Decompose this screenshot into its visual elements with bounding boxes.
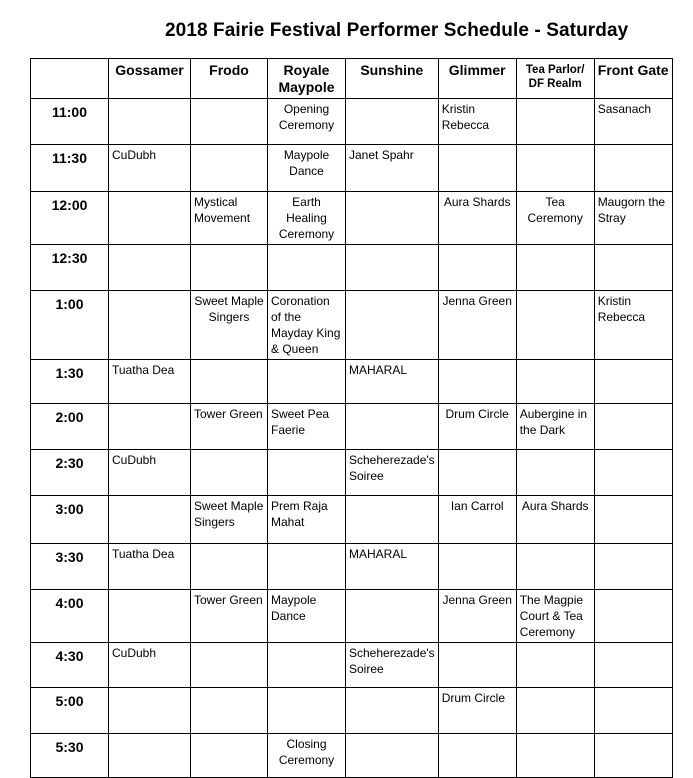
schedule-cell: Coronation of the Mayday King & Queen [268,291,346,360]
time-cell: 1:00 [31,291,109,360]
stage-header: Front Gate [594,59,672,99]
schedule-cell: Drum Circle [438,688,516,734]
time-cell: 4:00 [31,590,109,643]
schedule-cell: MAHARAL [346,544,439,590]
schedule-cell: Sweet Maple Singers [191,291,268,360]
schedule-cell: Sweet Pea Faerie [268,404,346,450]
schedule-cell [438,544,516,590]
schedule-cell: The Magpie Court & Tea Ceremony [516,590,594,643]
table-row [31,192,673,245]
time-cell: 11:30 [31,145,109,192]
schedule-cell [346,245,439,291]
schedule-cell: CuDubh [109,145,191,192]
time-cell: 2:00 [31,404,109,450]
schedule-cell [438,245,516,291]
schedule-cell [346,192,439,245]
table-row [31,291,673,360]
schedule-cell: Closing Ceremony [268,734,346,778]
schedule-cell [109,688,191,734]
schedule-cell [109,734,191,778]
schedule-cell [438,643,516,688]
schedule-cell: Scheherezade's Soiree [346,450,439,496]
time-cell: 12:30 [31,245,109,291]
time-cell: 4:30 [31,643,109,688]
time-cell: 11:00 [31,99,109,145]
schedule-cell: MAHARAL [346,360,439,404]
schedule-cell: Kristin Rebecca [594,291,672,360]
stage-header: Frodo [191,59,268,99]
schedule-cell [438,145,516,192]
time-cell: 3:30 [31,544,109,590]
time-cell: 3:00 [31,496,109,544]
stage-header: Sunshine [346,59,439,99]
schedule-cell [594,450,672,496]
schedule-cell [594,590,672,643]
table-row [31,734,673,778]
schedule-cell [268,450,346,496]
table-row [31,245,673,291]
time-cell: 1:30 [31,360,109,404]
schedule-cell: Maypole Dance [268,145,346,192]
schedule-cell [516,99,594,145]
time-cell: 12:00 [31,192,109,245]
stage-header: Gossamer [109,59,191,99]
schedule-cell [109,404,191,450]
schedule-cell [109,496,191,544]
schedule-cell [516,291,594,360]
schedule-cell [594,360,672,404]
schedule-cell [516,734,594,778]
schedule-cell: Sasanach [594,99,672,145]
table-row [31,544,673,590]
schedule-cell [109,192,191,245]
stage-header: Royale Maypole [268,59,346,99]
schedule-cell [346,734,439,778]
schedule-cell [268,360,346,404]
schedule-cell: Prem Raja Mahat [268,496,346,544]
schedule-cell: Janet Spahr [346,145,439,192]
schedule-cell: Scheherezade's Soiree [346,643,439,688]
header-row [31,59,673,99]
schedule-cell [516,145,594,192]
schedule-cell: Aura Shards [438,192,516,245]
schedule-cell: Tea Ceremony [516,192,594,245]
corner-cell [31,59,109,99]
schedule-cell [346,99,439,145]
stage-header: Glimmer [438,59,516,99]
schedule-cell [438,734,516,778]
schedule-cell [594,734,672,778]
schedule-cell: Sweet Maple Singers [191,496,268,544]
schedule-cell [516,544,594,590]
schedule-cell [191,643,268,688]
table-row [31,450,673,496]
schedule-cell: Kristin Rebecca [438,99,516,145]
schedule-cell: CuDubh [109,643,191,688]
schedule-cell: Mystical Movement [191,192,268,245]
schedule-cell [594,688,672,734]
schedule-cell: Tower Green [191,590,268,643]
schedule-cell [346,404,439,450]
time-cell: 5:30 [31,734,109,778]
table-row [31,496,673,544]
schedule-cell [191,688,268,734]
table-row [31,99,673,145]
schedule-cell [268,643,346,688]
time-cell: 2:30 [31,450,109,496]
schedule-cell [191,734,268,778]
schedule-cell [438,360,516,404]
schedule-cell [346,496,439,544]
page-title: 2018 Fairie Festival Performer Schedule - Saturday [165,20,629,41]
schedule-cell: Jenna Green [438,291,516,360]
schedule-cell: Maugorn the Stray [594,192,672,245]
schedule-cell [516,688,594,734]
schedule-cell [109,99,191,145]
schedule-cell [191,99,268,145]
schedule-cell [516,245,594,291]
schedule-table [30,58,673,778]
table-row [31,360,673,404]
schedule-cell [346,590,439,643]
table-row [31,643,673,688]
schedule-cell [109,291,191,360]
schedule-cell [516,360,594,404]
schedule-cell: Jenna Green [438,590,516,643]
schedule-cell [109,590,191,643]
schedule-cell [594,404,672,450]
schedule-cell [346,291,439,360]
schedule-cell [191,450,268,496]
schedule-cell [594,496,672,544]
time-cell: 5:00 [31,688,109,734]
schedule-cell [438,450,516,496]
table-row [31,590,673,643]
schedule-cell [191,544,268,590]
schedule-cell: Opening Ceremony [268,99,346,145]
schedule-cell [191,245,268,291]
schedule-cell: Drum Circle [438,404,516,450]
schedule-cell [516,643,594,688]
schedule-cell: Tower Green [191,404,268,450]
schedule-cell: Earth Healing Ceremony [268,192,346,245]
schedule-cell [191,145,268,192]
schedule-cell: Aura Shards [516,496,594,544]
schedule-cell [594,544,672,590]
table-row [31,688,673,734]
schedule-cell: Aubergine in the Dark [516,404,594,450]
table-row [31,145,673,192]
schedule-cell: CuDubh [109,450,191,496]
schedule-cell [191,360,268,404]
schedule-cell: Maypole Dance [268,590,346,643]
schedule-cell [346,688,439,734]
schedule-cell [594,245,672,291]
schedule-cell [268,245,346,291]
stage-header: Tea Parlor/ DF Realm [516,59,594,99]
schedule-cell [594,643,672,688]
schedule-cell [268,544,346,590]
schedule-cell: Ian Carrol [438,496,516,544]
schedule-cell: Tuatha Dea [109,544,191,590]
schedule-cell [109,245,191,291]
schedule-cell [516,450,594,496]
table-row [31,404,673,450]
schedule-cell: Tuatha Dea [109,360,191,404]
schedule-cell [594,145,672,192]
schedule-cell [268,688,346,734]
